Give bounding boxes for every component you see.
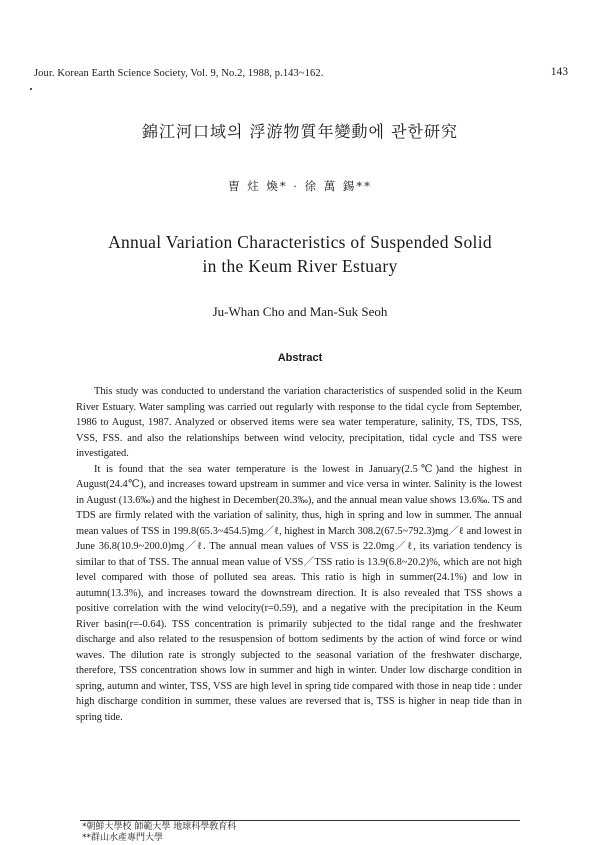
abstract-body	[76, 384, 522, 725]
english-authors: Ju-Whan Cho and Man-Suk Seoh	[212, 304, 388, 319]
abstract-paragraph-2: It is found that the sea water temperature is the lowest in January(2.5℃)and the highest in August(24.4℃), and increases toward upstream in summer and vice versa in winter. Salinity is the lowest in August (13.6‰) and the highest in December(20.3‰), and the annual mean value shows 13.6‰. TS and TDS are firmly related with the variation of salinity, thus, high in spring and low in summer. The annual mean values of TSS in 199.8(65.3~454.5)mg／ℓ, highest in March 308.2(67.5~792.3)mg／ℓ and lowest in June 36.8(10.9~200.0)mg／ℓ. The annual mean values of VSS is 22.0mg／ℓ, its variation tendency is similar to that of TSS. The annual mean value of VSS／TSS ratio is 13.9(6.8~20.2)%, which are not high level compared with those of polluted sea areas. This ratio is high in summer(24.1%) and low in autumn(13.3%), and increases toward the downstream direction. It is also revealed that TSS shows a positive correlation with the wind velocity(r=0.59), and a negative with the precipitation in the Keum River basin(r=-0.64). TSS concentration is primarily subjected to the tidal range and the freshwater discharge and also related to the resuspension of bottom sediments by the action of wind force or wind waves. The dilution rate is strongly subjected to the seasonal variation of the freshwater discharge, therefore, TSS concentration shows low in summer and high in winter. Under low discharge condition in spring, autumn and winter, TSS, VSS are high level in spring tide compared with those in neap tide : under high discharge condition in summer, these values are reversed that is, TSS is higher in neap tide than in spring tide.	[76, 463, 522, 723]
english-title-line-1: Annual Variation Characteristics of Suspended Solid	[108, 232, 492, 252]
footnote-divider	[80, 820, 520, 821]
footnote-affiliation-1: *朝鮮大學校 師範大學 地球科學敎育科	[82, 822, 237, 832]
english-title	[0, 230, 600, 278]
footnote-affiliation-2: **群山水產專門大學	[82, 833, 164, 843]
speck-mark	[30, 88, 32, 90]
korean-authors: 曺 炷 煥* · 徐 萬 錫**	[228, 179, 372, 193]
footnotes	[82, 822, 236, 844]
abstract-paragraph-1: This study was conducted to understand the variation characteristics of suspended solid in the Keum River Estuary. Water sampling was carried out regularly with response to the tidal cycle from September, 1986 to August, 1987. Analyzed or observed items were sea water temperature, salinity, TS, TDS, TSS, VSS, FSS. and also the relationships between wind velocity, precipitation, tidal cycle and TSS were investigated.	[76, 386, 522, 459]
journal-citation: Jour. Korean Earth Science Society, Vol. 9, No.2, 1988, p.143~162.	[34, 68, 324, 79]
abstract-heading: Abstract	[277, 352, 323, 364]
page-number: 143	[550, 66, 568, 78]
korean-title: 錦江河口域의 浮游物質年變動에 관한研究	[142, 122, 458, 141]
english-title-line-2: in the Keum River Estuary	[202, 256, 398, 276]
